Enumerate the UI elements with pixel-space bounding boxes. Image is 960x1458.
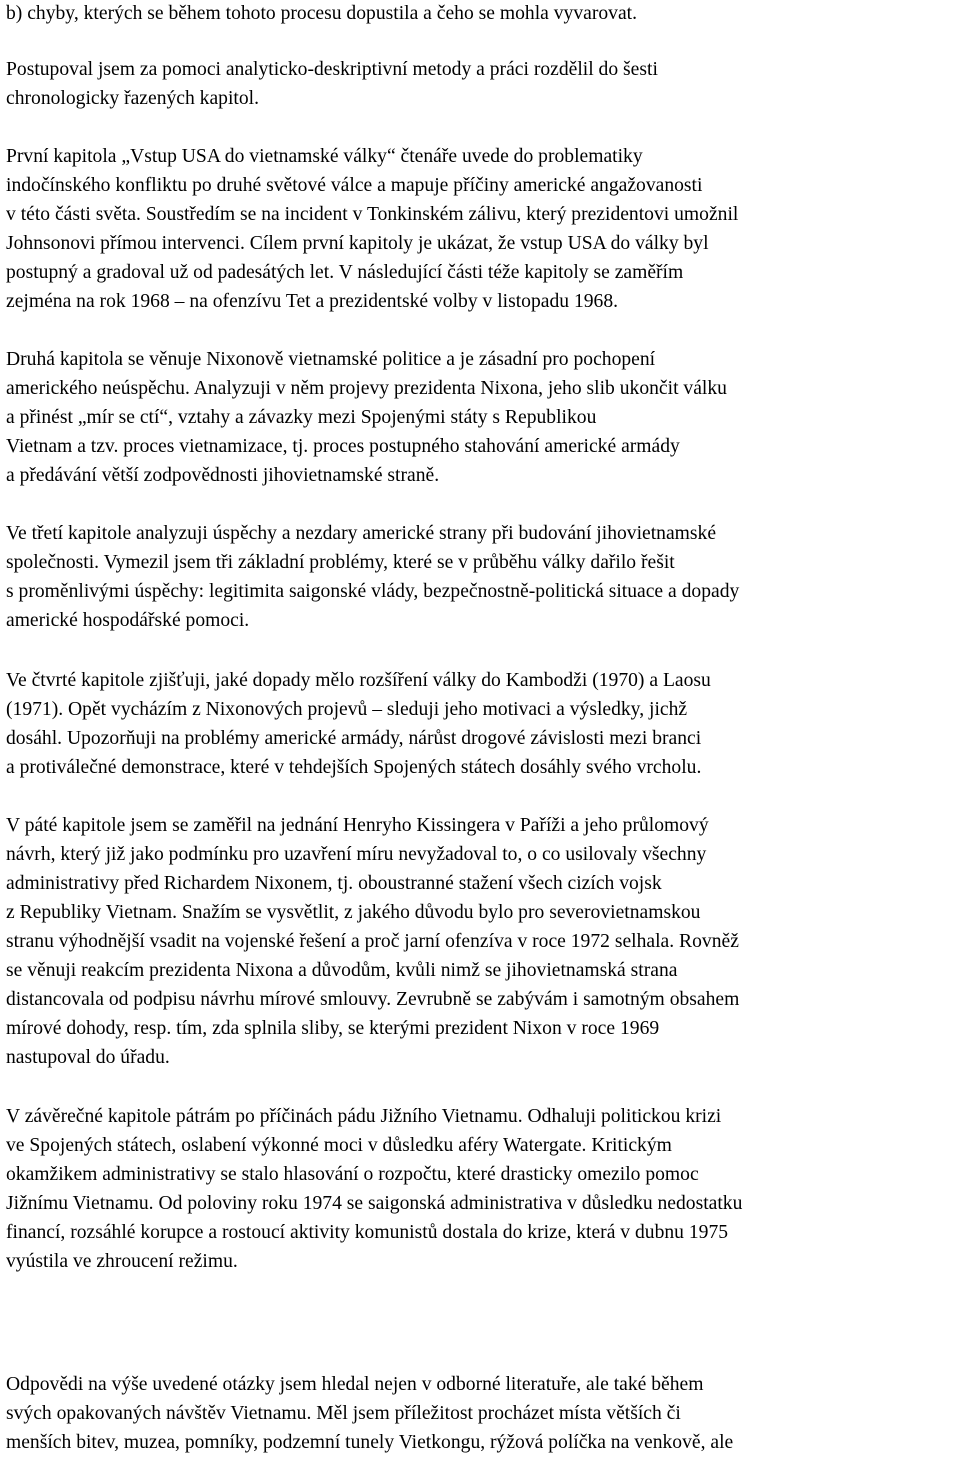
text-line: Ve čtvrté kapitole zjišťuji, jaké dopady mělo rozšíření války do Kambodži (1970) a Laosu (6, 670, 711, 691)
text-line: z Republiky Vietnam. Snažím se vysvětlit, z jakého důvodu bylo pro severovietnamskou (6, 902, 701, 923)
text-line: se věnuji reakcím prezidenta Nixona a důvodům, kvůli nimž se jihovietnamská strana (6, 960, 678, 981)
text-line: (1971). Opět vycházím z Nixonových projevů – sleduji jeho motivaci a výsledky, jichž (6, 699, 688, 720)
text-line: návrh, který již jako podmínku pro uzavření míru nevyžadoval to, o co usilovaly všechny (6, 844, 707, 865)
text-line: společnosti. Vymezil jsem tři základní problémy, které se v průběhu války dařilo řešit (6, 552, 675, 573)
text-line: Ve třetí kapitole analyzuji úspěchy a nezdary americké strany při budování jihovietnamské (6, 523, 717, 544)
text-line: a přinést „mír se ctí“, vztahy a závazky mezi Spojenými státy s Republikou (6, 407, 597, 428)
text-line: a předávání větší zodpovědnosti jihovietnamské straně. (6, 465, 440, 486)
text-line: financí, rozsáhlé korupce a rostoucí aktivity komunistů dostala do krize, která v dubnu 1975 (6, 1222, 729, 1243)
text-line: menších bitev, muzea, pomníky, podzemní tunely Vietkongu, rýžová políčka na venkově, ale (6, 1432, 734, 1453)
text-line: dosáhl. Upozorňuji na problémy americké armády, nárůst drogové závislosti mezi branci (6, 728, 702, 749)
text-line: administrativy před Richardem Nixonem, tj. oboustranné stažení všech cizích vojsk (6, 873, 662, 894)
text-line: b) chyby, kterých se během tohoto procesu dopustila a čeho se mohla vyvarovat. (6, 3, 637, 24)
text-line: Druhá kapitola se věnuje Nixonově vietnamské politice a je zásadní pro pochopení (6, 349, 656, 370)
text-line: V závěrečné kapitole pátrám po příčinách pádu Jižního Vietnamu. Odhaluji politickou krizi (6, 1106, 722, 1127)
text-line: distancovala od podpisu návrhu mírové smlouvy. Zevrubně se zabývám i samotným obsahem (6, 989, 740, 1010)
text-line: mírové dohody, resp. tím, zda splnila sliby, se kterými prezident Nixon v roce 1969 (6, 1018, 660, 1039)
text-line: v této části světa. Soustředím se na incident v Tonkinském zálivu, který prezidentovi umožnil (6, 204, 739, 225)
text-line: zejména na rok 1968 – na ofenzívu Tet a prezidentské volby v listopadu 1968. (6, 291, 619, 312)
text-line: okamžikem administrativy se stalo hlasování o rozpočtu, které drasticky omezilo pomoc (6, 1164, 699, 1185)
text-line: amerického neúspěchu. Analyzuji v něm projevy prezidenta Nixona, jeho slib ukončit válku (6, 378, 727, 399)
text-line: indočínského konfliktu po druhé světové válce a mapuje příčiny americké angažovanosti (6, 175, 703, 196)
text-line: V páté kapitole jsem se zaměřil na jednání Henryho Kissingera v Paříži a jeho průlomový (6, 815, 709, 836)
text-line: a protiválečné demonstrace, které v tehdejších Spojených státech dosáhly svého vrcholu. (6, 757, 702, 778)
text-line: postupný a gradoval už od padesátých let. V následující části téže kapitoly se zaměřím (6, 262, 684, 283)
text-line: americké hospodářské pomoci. (6, 610, 250, 631)
text-line: ve Spojených státech, oslabení výkonné moci v důsledku aféry Watergate. Kritickým (6, 1135, 672, 1156)
text-line: Odpovědi na výše uvedené otázky jsem hledal nejen v odborné literatuře, ale také během (6, 1374, 704, 1395)
text-line: stranu výhodnější vsadit na vojenské řešení a proč jarní ofenzíva v roce 1972 selhala. Rovněž (6, 931, 739, 952)
text-line: svých opakovaných návštěv Vietnamu. Měl jsem příležitost procházet místa větších či (6, 1403, 681, 1424)
text-line: Jižnímu Vietnamu. Od poloviny roku 1974 se saigonská administrativa v důsledku nedostatku (6, 1193, 743, 1214)
text-line: chronologicky řazených kapitol. (6, 88, 259, 109)
text-line: Postupoval jsem za pomoci analyticko-deskriptivní metody a práci rozdělil do šesti (6, 59, 658, 80)
text-line: nastupoval do úřadu. (6, 1047, 170, 1068)
text-line: Vietnam a tzv. proces vietnamizace, tj. proces postupného stahování americké armády (6, 436, 680, 457)
text-line: První kapitola „Vstup USA do vietnamské války“ čtenáře uvede do problematiky (6, 146, 643, 167)
text-line: vyústila ve zhroucení režimu. (6, 1251, 238, 1272)
text-line: s proměnlivými úspěchy: legitimita saigonské vlády, bezpečnostně-politická situace a dopady (6, 581, 740, 602)
text-line: Johnsonovi přímou intervenci. Cílem první kapitoly je ukázat, že vstup USA do války byl (6, 233, 709, 254)
